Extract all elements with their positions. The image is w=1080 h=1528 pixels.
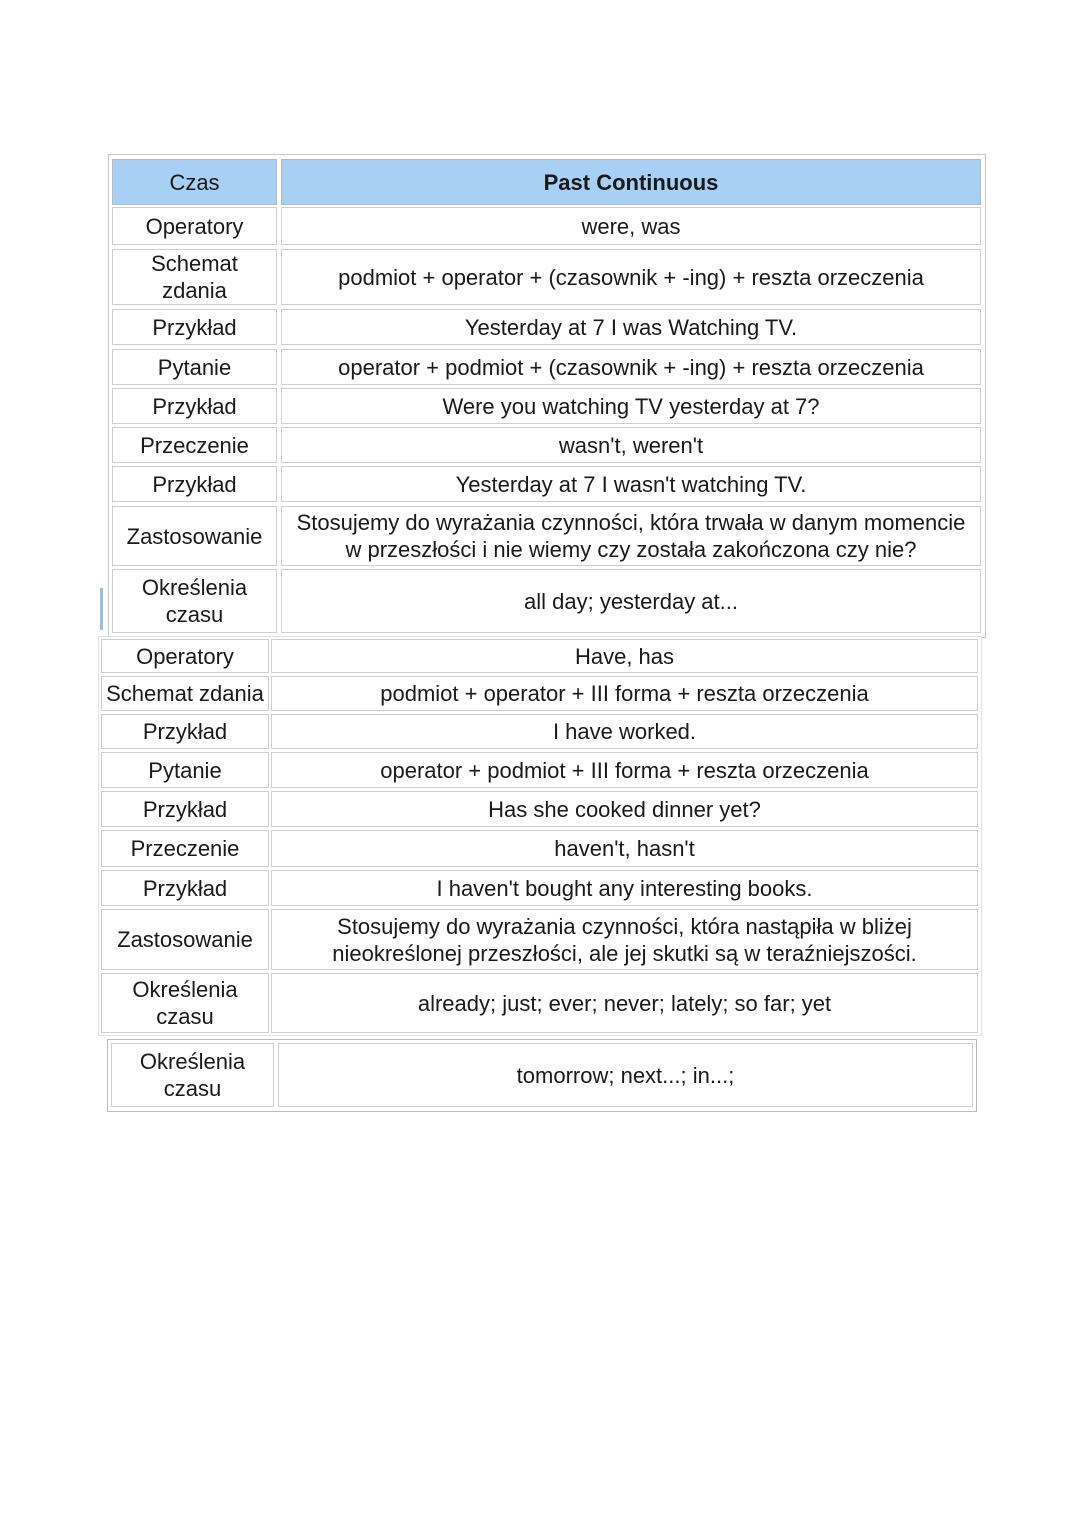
row-label xyxy=(111,1043,274,1107)
table-row xyxy=(99,714,981,749)
table-row xyxy=(109,349,985,385)
row-value: were, was xyxy=(281,207,981,245)
past-continuous-table xyxy=(108,154,986,638)
header-time-label: Czas xyxy=(112,159,277,205)
row-label xyxy=(112,569,277,633)
table-row xyxy=(99,830,981,867)
table-row xyxy=(109,309,985,345)
row-value: haven't, hasn't xyxy=(271,830,978,867)
row-value: podmiot + operator + III forma + reszta orzeczenia xyxy=(271,676,978,711)
row-value: I haven't bought any interesting books. xyxy=(271,870,978,906)
row-value: Yesterday at 7 I wasn't watching TV. xyxy=(281,466,981,502)
row-label: Przeczenie xyxy=(112,427,277,463)
table-header-row xyxy=(109,159,985,205)
row-value: Have, has xyxy=(271,639,978,673)
row-label: Przykład xyxy=(112,309,277,345)
selection-marker xyxy=(100,588,103,630)
header-tense-name: Past Continuous xyxy=(281,159,981,205)
table-row xyxy=(109,506,985,566)
row-label-line: Określenia xyxy=(139,1049,246,1074)
row-value-line: nieokreślonej przeszłości, ale jej skutki są w teraźniejszości. xyxy=(332,940,917,966)
row-label: Pytanie xyxy=(101,752,269,788)
row-label: Operatory xyxy=(101,639,269,673)
row-value-line: Stosujemy do wyrażania czynności, która nastąpiła w bliżej xyxy=(337,913,912,939)
row-value: I have worked. xyxy=(271,714,978,749)
row-label: Przeczenie xyxy=(101,830,269,867)
row-value: Were you watching TV yesterday at 7? xyxy=(281,388,981,424)
table-row xyxy=(99,909,981,970)
row-label: Operatory xyxy=(112,207,277,245)
row-label: Przykład xyxy=(101,791,269,827)
table-row xyxy=(109,427,985,463)
table-row xyxy=(99,870,981,906)
table-row xyxy=(99,973,981,1033)
table-row xyxy=(109,569,985,633)
row-label: Schemat zdania xyxy=(112,249,277,305)
table-row xyxy=(109,207,985,245)
row-label-line: czasu xyxy=(165,602,224,627)
row-value-line: w przeszłości i nie wiemy czy została zakończona czy nie? xyxy=(345,537,917,562)
row-label-line: czasu xyxy=(156,1004,214,1029)
row-label-line: Określenia xyxy=(132,977,238,1002)
table-row xyxy=(99,752,981,788)
table-row xyxy=(109,466,985,502)
future-table xyxy=(107,1039,977,1112)
table-row xyxy=(108,1043,976,1107)
table-row xyxy=(109,388,985,424)
row-label: Przykład xyxy=(112,388,277,424)
row-value: podmiot + operator + (czasownik + -ing) + reszta orzeczenia xyxy=(281,249,981,305)
present-perfect-table xyxy=(98,636,982,1036)
row-value xyxy=(281,506,981,566)
row-label: Zastosowanie xyxy=(101,909,269,970)
row-label: Przykład xyxy=(112,466,277,502)
row-value-line: Stosujemy do wyrażania czynności, która trwała w danym momencie xyxy=(296,510,966,535)
table-row xyxy=(99,791,981,827)
row-label: Przykład xyxy=(101,870,269,906)
row-label: Zastosowanie xyxy=(112,506,277,566)
row-value: wasn't, weren't xyxy=(281,427,981,463)
row-value: Has she cooked dinner yet? xyxy=(271,791,978,827)
row-value: operator + podmiot + (czasownik + -ing) + reszta orzeczenia xyxy=(281,349,981,385)
row-label: Pytanie xyxy=(112,349,277,385)
row-value: tomorrow; next...; in...; xyxy=(278,1043,973,1107)
row-label xyxy=(101,973,269,1033)
row-value: already; just; ever; never; lately; so far; yet xyxy=(271,973,978,1033)
row-label: Przykład xyxy=(101,714,269,749)
table-row xyxy=(109,249,985,305)
row-label-line: czasu xyxy=(163,1076,222,1101)
table-row xyxy=(99,676,981,711)
row-value: all day; yesterday at... xyxy=(281,569,981,633)
row-label-line: Określenia xyxy=(141,575,248,600)
table-row xyxy=(99,639,981,673)
row-label: Schemat zdania xyxy=(101,676,269,711)
row-value xyxy=(271,909,978,970)
row-value: operator + podmiot + III forma + reszta orzeczenia xyxy=(271,752,978,788)
row-value: Yesterday at 7 I was Watching TV. xyxy=(281,309,981,345)
